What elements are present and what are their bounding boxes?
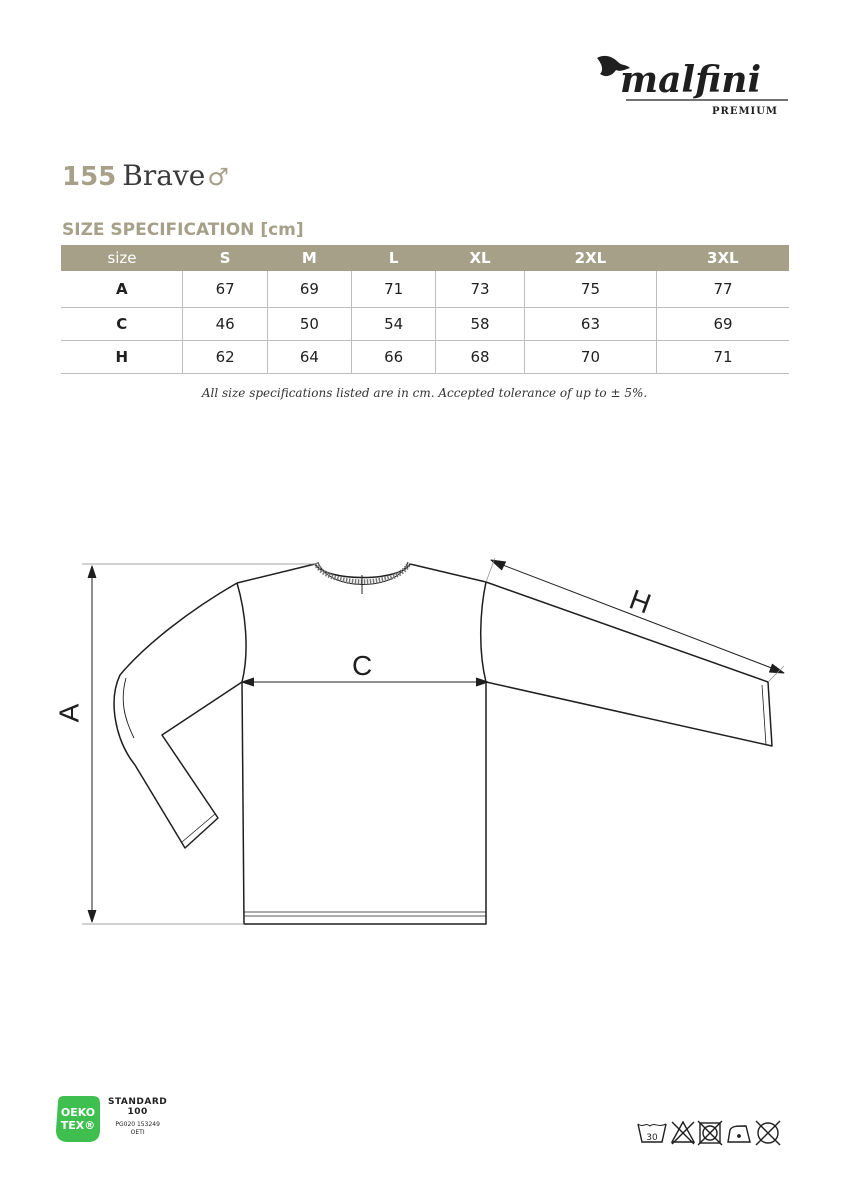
- table-cell: 67: [183, 271, 267, 308]
- table-row: [61, 341, 789, 374]
- care-symbols: [636, 1118, 794, 1153]
- wash-temp: 30: [646, 1133, 658, 1143]
- oeko-tex-badge: [52, 1092, 104, 1149]
- cert-institute: OETI: [130, 1129, 145, 1136]
- table-cell: 69: [657, 308, 789, 341]
- table-cell: 62: [183, 341, 267, 374]
- header-cell: S: [183, 245, 267, 271]
- product-name: Brave: [122, 159, 206, 192]
- table-cell: 46: [183, 308, 267, 341]
- standard-label: STANDARD: [108, 1097, 168, 1107]
- product-code: 155: [62, 162, 117, 192]
- header-cell-size: size: [61, 245, 183, 271]
- table-row: [61, 308, 789, 341]
- table-cell: 71: [657, 341, 789, 374]
- table-cell: 50: [267, 308, 351, 341]
- row-label: A: [61, 271, 183, 308]
- header-cell: 2XL: [524, 245, 656, 271]
- malfini-logo-graphic: [592, 50, 792, 120]
- header-cell: XL: [436, 245, 525, 271]
- standard-number: 100: [127, 1107, 148, 1117]
- table-cell: 54: [351, 308, 435, 341]
- label-a: A: [53, 703, 85, 723]
- row-label: H: [61, 341, 183, 374]
- table-cell: 64: [267, 341, 351, 374]
- dimension-a: [82, 564, 315, 924]
- dimension-h: [486, 558, 784, 682]
- table-header-row: [61, 245, 789, 271]
- oeko-tex-icon: [52, 1092, 104, 1144]
- male-symbol-icon: ♂: [207, 163, 229, 191]
- logo-wordmark: malfini: [620, 59, 762, 101]
- shirt-drawing: [50, 550, 800, 940]
- oeko-line1: OEKO: [60, 1106, 96, 1119]
- table-cell: 63: [524, 308, 656, 341]
- section-title: SIZE SPECIFICATION [cm]: [62, 220, 304, 240]
- table-cell: 69: [267, 271, 351, 308]
- tolerance-note: All size specifications listed are in cm. Accepted tolerance of up to ± 5%.: [201, 386, 648, 400]
- size-spec-table: [61, 245, 789, 374]
- header-cell: 3XL: [657, 245, 789, 271]
- table-cell: 66: [351, 341, 435, 374]
- header-cell: L: [351, 245, 435, 271]
- no-dry-clean-icon: [756, 1121, 780, 1145]
- cert-code: PG020 153249: [115, 1121, 160, 1128]
- page-title: [62, 158, 229, 195]
- table-cell: 58: [436, 308, 525, 341]
- wash-30-icon: [638, 1124, 666, 1143]
- iron-low-icon: [728, 1126, 750, 1142]
- logo-premium: PREMIUM: [712, 106, 778, 117]
- shirt-body-outline: [242, 682, 486, 924]
- no-bleach-icon: [672, 1122, 694, 1144]
- label-c: C: [352, 650, 373, 681]
- table-cell: 68: [436, 341, 525, 374]
- garment-diagram: [50, 550, 800, 945]
- table-row: [61, 271, 789, 308]
- left-sleeve-outline: [114, 583, 242, 848]
- oeko-standard-text: [108, 1097, 167, 1136]
- table-cell: 75: [524, 271, 656, 308]
- table-cell: 70: [524, 341, 656, 374]
- oeko-line2: TEX®: [60, 1119, 96, 1132]
- brand-logo: [592, 50, 792, 120]
- label-h: H: [625, 583, 656, 620]
- table-cell: 77: [657, 271, 789, 308]
- row-label: C: [61, 308, 183, 341]
- header-cell: M: [267, 245, 351, 271]
- no-tumble-dry-icon: [698, 1121, 722, 1145]
- table-cell: 73: [436, 271, 525, 308]
- table-cell: 71: [351, 271, 435, 308]
